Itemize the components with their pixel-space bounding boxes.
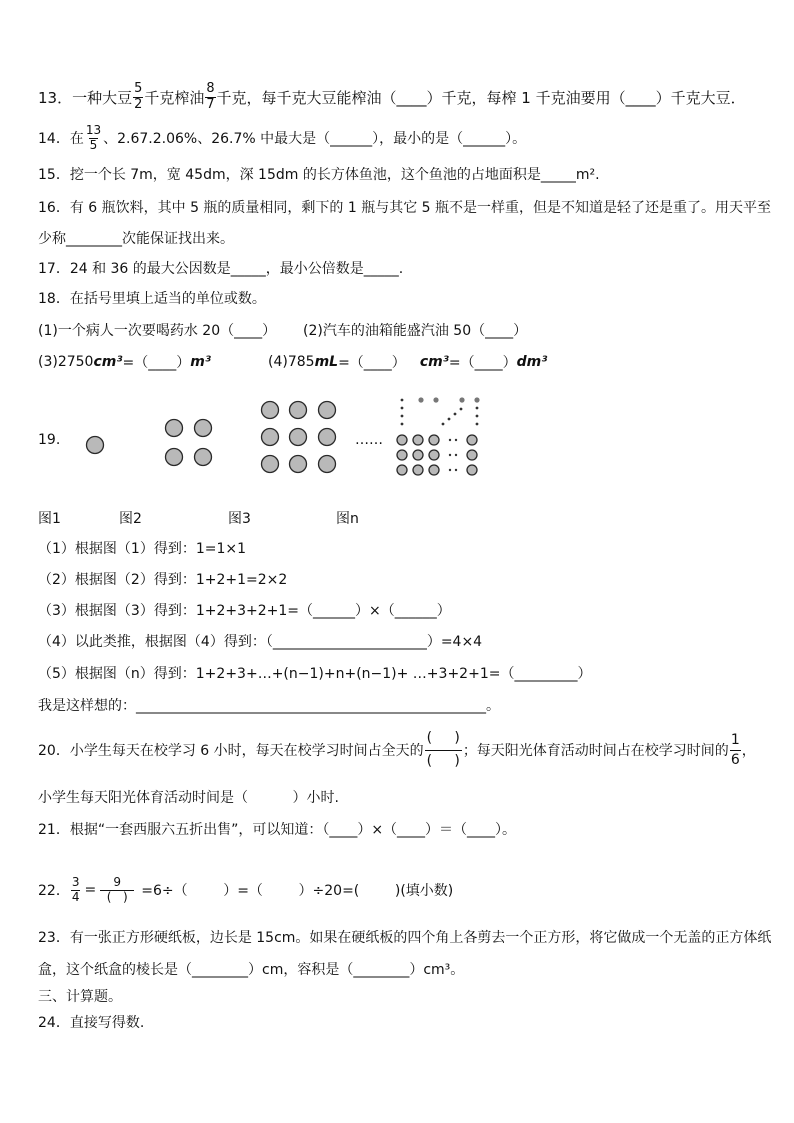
denominator: 5 (89, 137, 98, 152)
question-20-line-1 (38, 726, 756, 774)
figure-caption: 图2 (119, 511, 142, 527)
sub-question-text: (2)汽车的油箱能盛汽油 50（____） (303, 323, 528, 339)
step-text: （3）根据图（3）得到：1+2+3+2+1=（______）×（______） (38, 603, 451, 619)
dot (397, 450, 407, 460)
fraction (133, 82, 143, 112)
small-dot (459, 397, 464, 402)
unit: m³ (190, 354, 211, 370)
small-dot (455, 469, 457, 471)
question-18-part-2 (303, 312, 527, 348)
fraction (730, 731, 741, 770)
dot (87, 437, 104, 454)
step-text: （1）根据图（1）得到：1=1×1 (38, 541, 246, 557)
dot (413, 435, 423, 445)
question-text: 23．有一张正方形硬纸板，边长是 15cm。如果在硬纸板的四个角上各剪去一个正方形，将它做成一个无盖的正方体纸 (38, 930, 772, 946)
unit: mL (314, 354, 339, 370)
dot (290, 429, 307, 446)
question-text: 盒，这个纸盒的棱长是（________）cm，容积是（________）cm³。 (38, 962, 465, 978)
figure-n (397, 397, 480, 475)
question-text: 21．根据“一套西服六五折出售”，可以知道：（____）×（____）＝（____）。 (38, 822, 517, 838)
sub-question-text: (4)785 (268, 354, 315, 370)
numerator: 1 (730, 731, 740, 748)
figure-caption: 图n (336, 511, 359, 527)
dot (262, 429, 279, 446)
small-dot (455, 454, 457, 456)
small-dot (442, 423, 445, 426)
dot (467, 450, 477, 460)
question-14 (38, 120, 526, 156)
question-text: 小学生每天阳光体育活动时间是（ ）小时. (38, 790, 339, 806)
question-text: ， (741, 743, 756, 759)
dot (195, 449, 212, 466)
denominator: 7 (206, 96, 215, 112)
unit: cm³ (419, 354, 449, 370)
small-dot (476, 423, 479, 426)
question-text: 、2.67.2.06%、26.7% 中最大是（______），最小的是（______）。 (103, 131, 527, 147)
numerator: 5 (134, 80, 143, 96)
small-dot (476, 407, 479, 410)
question-text: 16．有 6 瓶饮料，其中 5 瓶的质量相同，剩下的 1 瓶与其它 5 瓶不是一样重，但是不知道是轻了还是重了。用天平至 (38, 200, 772, 216)
dot (290, 456, 307, 473)
dot (467, 465, 477, 475)
question-20-line-2 (38, 779, 339, 815)
small-dot (401, 415, 404, 418)
small-dot (449, 469, 451, 471)
question-18-part-3 (38, 344, 211, 380)
equals-sign: = (84, 882, 97, 898)
dot (413, 450, 423, 460)
blank-fraction (425, 728, 462, 772)
question-text: =6÷（ ）=（ ）÷20=( )(填小数) (141, 883, 454, 899)
dot (166, 420, 183, 437)
question-24 (38, 1004, 144, 1040)
dot (290, 402, 307, 419)
sub-question-text: (3)2750 (38, 354, 94, 370)
question-text: 千克榨油 (144, 88, 205, 107)
dot (429, 435, 439, 445)
small-dot (448, 418, 451, 421)
numerator: 9 (113, 874, 122, 889)
small-dot (454, 413, 457, 416)
question-18-part-1 (38, 312, 276, 348)
question-23-line-1 (38, 919, 771, 955)
question-text: 18．在括号里填上适当的单位或数。 (38, 291, 266, 307)
small-dot (401, 407, 404, 410)
figure-caption: 图3 (228, 511, 251, 527)
step-text: （2）根据图（2）得到：1+2+1=2×2 (38, 572, 288, 588)
small-dot (449, 439, 451, 441)
dot (262, 456, 279, 473)
question-19-reasoning (38, 687, 500, 723)
question-number: 22． (38, 883, 70, 899)
sub-question-text: =（____） (122, 355, 191, 371)
dot (397, 465, 407, 475)
question-18-title (38, 280, 266, 316)
ellipsis-text: …… (355, 432, 383, 448)
question-19-number (38, 422, 60, 458)
question-15 (38, 156, 600, 192)
dot (319, 402, 336, 419)
question-21 (38, 811, 516, 847)
sub-question-text: (1)一个病人一次要喝药水 20（____） (38, 323, 277, 339)
question-text: 少称________次能保证找出来。 (38, 231, 234, 247)
denominator: ( ) (100, 890, 134, 905)
figure-label-n (336, 500, 359, 536)
question-18-part-4 (268, 344, 547, 380)
step-text: （4）以此类推，根据图（4）得到：（______________________）=4×4 (38, 634, 483, 650)
section-title: 三、计算题。 (38, 989, 122, 1005)
small-dot (474, 397, 479, 402)
denominator: ( ) (425, 750, 462, 773)
dot (429, 465, 439, 475)
question-number: 19. (38, 432, 61, 448)
question-text: 24．直接写得数. (38, 1015, 145, 1031)
numerator: ( ) (426, 729, 460, 746)
question-number: 14． (38, 131, 70, 147)
question-13 (38, 79, 746, 115)
figure-caption: 图1 (38, 511, 61, 527)
dot (319, 456, 336, 473)
question-19-step-5 (38, 655, 591, 691)
small-dot (460, 408, 463, 411)
numerator: 13 (85, 122, 102, 137)
fraction (85, 124, 102, 152)
small-dot (418, 397, 423, 402)
figure-2 (166, 420, 212, 466)
fraction (71, 876, 81, 904)
question-text: 在 (69, 131, 84, 147)
unit: cm³ (93, 354, 123, 370)
figure-3 (262, 402, 336, 473)
fraction (205, 82, 215, 112)
question-number: 13． (38, 88, 73, 107)
step-text: （5）根据图（n）得到：1+2+3+…+(n−1)+n+(n−1)+ …+3+2+1=（_________） (38, 666, 592, 682)
numerator: 3 (71, 874, 80, 889)
dot (467, 435, 477, 445)
figure-ellipsis (355, 422, 383, 458)
question-text: 15．挖一个长 7m，宽 45dm，深 15dm 的长方体鱼池，这个鱼池的占地面积是_____m². (38, 167, 600, 183)
numerator: 8 (206, 80, 215, 96)
dot (429, 450, 439, 460)
conversion-group (420, 352, 548, 372)
unit: dm³ (516, 354, 548, 370)
dot (166, 449, 183, 466)
dot (319, 429, 336, 446)
small-dot (401, 423, 404, 426)
reasoning-text: 我是这样想的：__________________________________________________。 (38, 698, 500, 714)
question-22 (38, 868, 453, 912)
question-text: 17．24 和 36 的最大公因数是_____，最小公倍数是_____. (38, 261, 404, 277)
question-text: 20．小学生每天在校学习 6 小时，每天在校学习时间占全天的 (38, 743, 424, 759)
small-dot (401, 399, 404, 402)
denominator: 6 (730, 751, 740, 768)
question-text: 一种大豆 (72, 88, 133, 107)
small-dot (455, 439, 457, 441)
dot-pattern-figures (60, 390, 500, 485)
dot (262, 402, 279, 419)
dot (413, 465, 423, 475)
dot (397, 435, 407, 445)
denominator: 4 (71, 889, 80, 904)
fraction (100, 876, 134, 904)
dot (195, 420, 212, 437)
sub-question-text: =（____） (338, 355, 406, 371)
denominator: 2 (134, 96, 143, 112)
question-19-step-4 (38, 623, 482, 659)
sub-question-text: =（____） (448, 355, 517, 371)
question-text: 千克，每千克大豆能榨油（____）千克，每榨 1 千克油要用（____）千克大豆． (216, 88, 746, 107)
question-text: ；每天阳光体育活动时间占在校学习时间的 (462, 743, 729, 759)
small-dot (476, 415, 479, 418)
small-dot (449, 454, 451, 456)
figure-1 (87, 437, 104, 454)
small-dot (433, 397, 438, 402)
